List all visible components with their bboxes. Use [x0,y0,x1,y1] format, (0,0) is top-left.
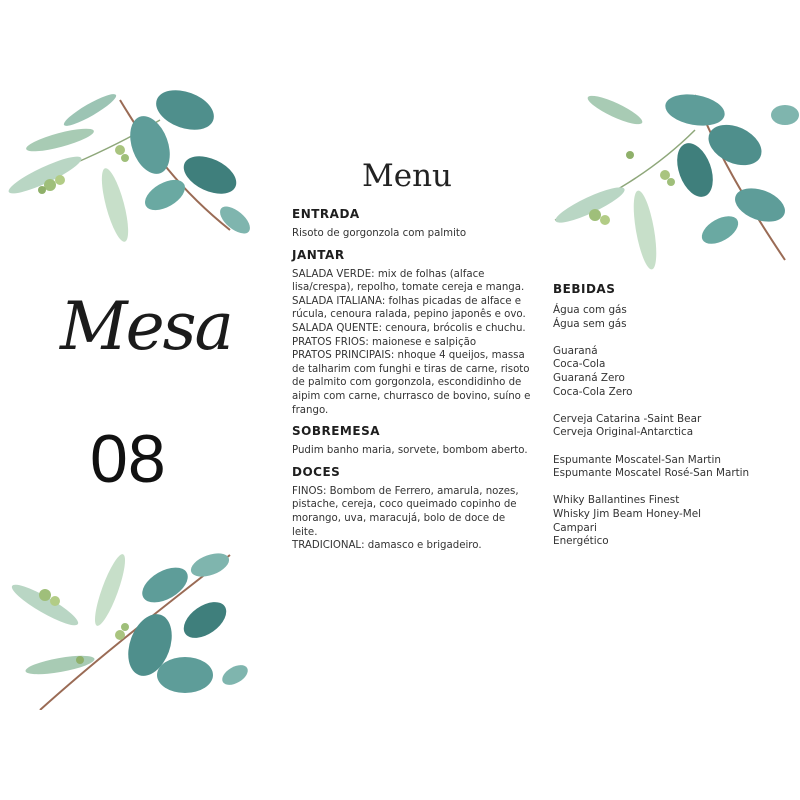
drink-item: Guaraná [553,344,598,357]
section-body [292,227,532,241]
menu-line: FINOS: Bombom de Ferrero, amarula, nozes, pistache, cereja, coco queimado copinho de morango, uva, maracujá, bolo de doce de leite. [292,485,519,538]
drink-item: Água com gás [553,304,627,316]
drink-item: Cerveja Catarina -Saint Bear [553,412,702,425]
menu-line: SALADA ITALIANA: folhas picadas de alface e rúcula, cenoura ralada, pepino japonês e ovo. [292,295,526,321]
drink-item: Água sem gás [553,317,627,330]
drink-item: Whiky Ballantines Finest [553,494,680,507]
drinks-list [553,282,793,562]
menu-line: PRATOS FRIOS: maionese e salpição [292,336,477,348]
foliage-bottom-left-illustration [0,545,265,710]
table-word: Mesa [60,288,232,365]
drinks-heading: BEBIDAS [553,282,616,296]
drink-item: Energético [553,535,609,548]
drink-item: Coca-Cola Zero [553,385,633,398]
drink-item: Coca-Cola [553,358,606,371]
drink-item: Guaraná Zero [553,371,625,384]
drink-item: Whisky Jim Beam Honey-Mel [553,507,702,520]
section-body [292,485,532,553]
section-body [292,444,532,458]
menu-sections [292,207,532,560]
section-body [292,268,532,418]
section-heading: JANTAR [292,247,345,262]
section-heading: SOBREMESA [292,424,380,439]
menu-line: Pudim banho maria, sorvete, bombom aberto. [292,445,528,457]
drinks-panel [545,90,800,710]
menu-line: SALADA VERDE: mix de folhas (alface lisa/crespa), repolho, tomate cereja e manga. [292,268,525,294]
drink-item: Campari [553,521,597,534]
menu-line: SALADA QUENTE: cenoura, brócolis e chuchu. [292,322,526,334]
foliage-top-left-illustration [0,90,265,250]
section-heading: ENTRADA [292,207,360,221]
drink-group [553,304,793,331]
drink-group [553,345,793,399]
drink-group [553,494,793,548]
menu-panel [265,90,545,710]
section-heading: DOCES [292,464,341,479]
drink-groups [553,304,793,549]
menu-line: Risoto de gorgonzola com palmito [292,228,467,239]
drink-item: Espumante Moscatel Rosé-San Martin [553,467,750,480]
left-panel [0,90,265,710]
drink-item: Espumante Moscatel-San Martin [553,453,721,466]
drink-group [553,413,793,440]
table-number: 08 [90,421,166,497]
drink-item: Cerveja Original-Antarctica [553,426,694,439]
foliage-top-right-illustration [545,90,800,275]
drink-group [553,454,793,481]
menu-title: Menu [362,158,453,194]
menu-line: TRADICIONAL: damasco e brigadeiro. [292,540,482,552]
menu-line: PRATOS PRINCIPAIS: nhoque 4 queijos, massa de talharim com funghi e tiras de carne, risoto de palmito com gorgonzola, escondidinho de aipim com carne, churrasco de bovino, suíno e frango. [292,350,531,416]
